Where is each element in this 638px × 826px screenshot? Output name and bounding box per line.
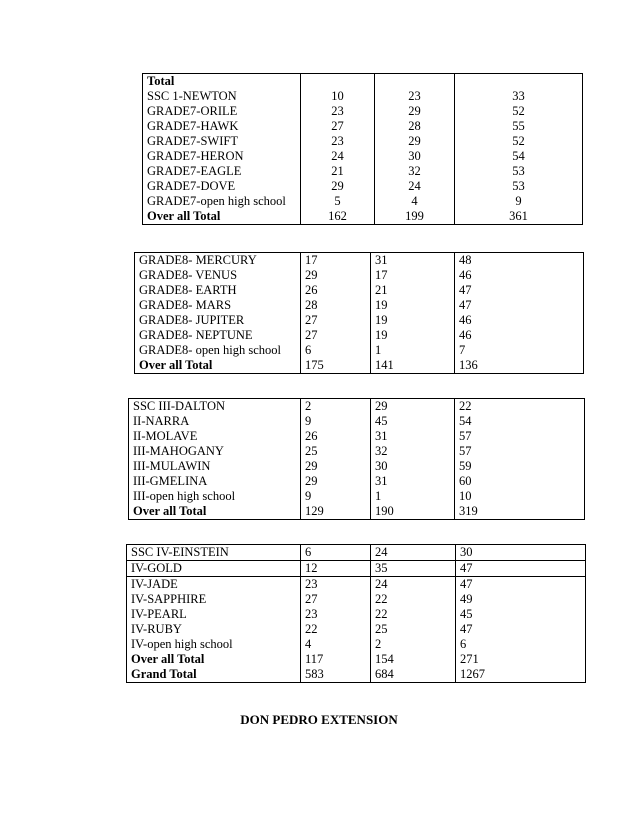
count-cell: 32 xyxy=(371,444,455,459)
count-cell: 49 xyxy=(456,592,586,607)
total-row xyxy=(135,358,584,374)
count-cell: 21 xyxy=(301,164,375,179)
table-row xyxy=(129,474,585,489)
section-name-cell: SSC 1-NEWTON xyxy=(143,89,301,104)
count-cell: 1 xyxy=(371,489,455,504)
section-name-cell: III-MAHOGANY xyxy=(129,444,301,459)
count-cell: 162 xyxy=(301,209,375,225)
count-cell: 47 xyxy=(455,298,584,313)
count-cell: 19 xyxy=(371,298,455,313)
section-name-cell: IV-JADE xyxy=(127,577,301,593)
count-cell: 33 xyxy=(455,89,583,104)
count-cell: 53 xyxy=(455,179,583,194)
count-cell: 6 xyxy=(456,637,586,652)
section-name-cell: GRADE8- VENUS xyxy=(135,268,301,283)
count-cell: 154 xyxy=(371,652,456,667)
count-cell: 190 xyxy=(371,504,455,520)
section-name-cell: Over all Total xyxy=(127,652,301,667)
table-row xyxy=(135,253,584,269)
table-row xyxy=(129,429,585,444)
count-cell: 199 xyxy=(375,209,455,225)
count-cell: 29 xyxy=(301,268,371,283)
count-cell: 29 xyxy=(375,134,455,149)
count-cell: 1 xyxy=(371,343,455,358)
count-cell: 46 xyxy=(455,313,584,328)
school-name-heading: DON PEDRO EXTENSION xyxy=(240,712,398,727)
table-row xyxy=(143,89,583,104)
count-cell: 19 xyxy=(371,313,455,328)
count-cell: 271 xyxy=(456,652,586,667)
table-row xyxy=(129,399,585,415)
section-name-cell: GRADE7-SWIFT xyxy=(143,134,301,149)
section-name-cell: II-NARRA xyxy=(129,414,301,429)
count-cell: 25 xyxy=(301,444,371,459)
count-cell: 6 xyxy=(301,343,371,358)
table-row xyxy=(143,179,583,194)
table-row xyxy=(127,622,586,637)
count-cell: 117 xyxy=(301,652,371,667)
table-grade10 xyxy=(126,544,586,683)
table-row xyxy=(127,561,586,577)
count-cell: 23 xyxy=(301,577,371,593)
section-name-cell: Over all Total xyxy=(143,209,301,225)
count-cell: 19 xyxy=(371,328,455,343)
count-cell: 10 xyxy=(301,89,375,104)
count-cell: 25 xyxy=(371,622,456,637)
section-name-cell: SSC IV-EINSTEIN xyxy=(127,545,301,561)
count-cell: 22 xyxy=(371,607,456,622)
count-cell: 129 xyxy=(301,504,371,520)
count-cell: 30 xyxy=(375,149,455,164)
section-name-cell: GRADE7-HAWK xyxy=(143,119,301,134)
count-cell: 45 xyxy=(371,414,455,429)
count-cell: 141 xyxy=(371,358,455,374)
count-cell: 17 xyxy=(371,268,455,283)
count-cell: 28 xyxy=(375,119,455,134)
table-row xyxy=(127,607,586,622)
count-cell: 27 xyxy=(301,592,371,607)
section-name-cell: GRADE8- MERCURY xyxy=(135,253,301,269)
count-cell: 24 xyxy=(371,545,456,561)
table-row xyxy=(135,283,584,298)
section-name-cell: GRADE8- open high school xyxy=(135,343,301,358)
count-cell: 9 xyxy=(301,489,371,504)
count-cell: 23 xyxy=(375,89,455,104)
count-cell: 12 xyxy=(301,561,371,577)
section-name-cell: GRADE7-EAGLE xyxy=(143,164,301,179)
count-cell: 2 xyxy=(371,637,456,652)
count-cell: 22 xyxy=(371,592,456,607)
section-name-cell: GRADE7-DOVE xyxy=(143,179,301,194)
count-cell: 29 xyxy=(375,104,455,119)
table-grade9 xyxy=(128,398,585,520)
count-cell: 5 xyxy=(301,194,375,209)
count-cell: 29 xyxy=(301,474,371,489)
count-cell: 46 xyxy=(455,328,584,343)
count-cell: 4 xyxy=(301,637,371,652)
section-name-cell: III-GMELINA xyxy=(129,474,301,489)
table-row xyxy=(129,459,585,474)
table-row xyxy=(135,343,584,358)
count-cell: 9 xyxy=(455,194,583,209)
section-name-cell: IV-GOLD xyxy=(127,561,301,577)
table-row xyxy=(143,134,583,149)
section-name-cell: GRADE8- NEPTUNE xyxy=(135,328,301,343)
table-header-row xyxy=(143,74,583,90)
count-cell: 52 xyxy=(455,104,583,119)
count-cell: 52 xyxy=(455,134,583,149)
table-row xyxy=(129,414,585,429)
count-cell: 47 xyxy=(456,561,586,577)
section-name-cell: GRADE7-open high school xyxy=(143,194,301,209)
count-cell: 28 xyxy=(301,298,371,313)
table-row xyxy=(127,545,586,561)
count-cell: 30 xyxy=(371,459,455,474)
count-cell: 60 xyxy=(455,474,585,489)
section-name-cell: IV-SAPPHIRE xyxy=(127,592,301,607)
table-row xyxy=(143,164,583,179)
count-cell: 21 xyxy=(371,283,455,298)
table-row xyxy=(135,313,584,328)
total-row xyxy=(143,209,583,225)
count-cell: 26 xyxy=(301,283,371,298)
count-cell: 27 xyxy=(301,313,371,328)
count-cell: 319 xyxy=(455,504,585,520)
count-cell: 23 xyxy=(301,134,375,149)
count-cell: 22 xyxy=(301,622,371,637)
table-grade7 xyxy=(142,73,583,225)
total-row xyxy=(129,504,585,520)
section-name-cell: II-MOLAVE xyxy=(129,429,301,444)
count-cell: 23 xyxy=(301,104,375,119)
table-row xyxy=(143,194,583,209)
grand-total-row xyxy=(127,667,586,683)
section-name-cell: IV-RUBY xyxy=(127,622,301,637)
table-grade8 xyxy=(134,252,584,374)
header-cell: Total xyxy=(143,74,301,90)
section-name-cell: GRADE8- MARS xyxy=(135,298,301,313)
section-name-cell: III-open high school xyxy=(129,489,301,504)
count-cell: 1267 xyxy=(456,667,586,683)
count-cell: 583 xyxy=(301,667,371,683)
section-name-cell: IV-open high school xyxy=(127,637,301,652)
count-cell: 48 xyxy=(455,253,584,269)
count-cell: 31 xyxy=(371,474,455,489)
count-cell: 4 xyxy=(375,194,455,209)
section-name-cell: Over all Total xyxy=(129,504,301,520)
count-cell: 54 xyxy=(455,414,585,429)
count-cell: 22 xyxy=(455,399,585,415)
count-cell: 6 xyxy=(301,545,371,561)
table-row xyxy=(135,268,584,283)
table-row xyxy=(143,104,583,119)
empty-header-cell xyxy=(375,74,455,90)
section-name-cell: III-MULAWIN xyxy=(129,459,301,474)
count-cell: 35 xyxy=(371,561,456,577)
empty-header-cell xyxy=(455,74,583,90)
section-name-cell: GRADE7-HERON xyxy=(143,149,301,164)
count-cell: 30 xyxy=(456,545,586,561)
count-cell: 24 xyxy=(375,179,455,194)
section-name-cell: GRADE8- EARTH xyxy=(135,283,301,298)
section-name-cell: SSC III-DALTON xyxy=(129,399,301,415)
count-cell: 26 xyxy=(301,429,371,444)
table-row xyxy=(127,592,586,607)
count-cell: 29 xyxy=(371,399,455,415)
section-name-cell: GRADE7-ORILE xyxy=(143,104,301,119)
table-row xyxy=(129,489,585,504)
count-cell: 47 xyxy=(456,577,586,593)
section-name-cell: GRADE8- JUPITER xyxy=(135,313,301,328)
table-row xyxy=(127,637,586,652)
count-cell: 47 xyxy=(456,622,586,637)
count-cell: 2 xyxy=(301,399,371,415)
table-row xyxy=(127,577,586,593)
count-cell: 29 xyxy=(301,179,375,194)
count-cell: 175 xyxy=(301,358,371,374)
count-cell: 27 xyxy=(301,119,375,134)
count-cell: 31 xyxy=(371,253,455,269)
count-cell: 32 xyxy=(375,164,455,179)
count-cell: 46 xyxy=(455,268,584,283)
count-cell: 47 xyxy=(455,283,584,298)
count-cell: 57 xyxy=(455,444,585,459)
count-cell: 136 xyxy=(455,358,584,374)
count-cell: 10 xyxy=(455,489,585,504)
count-cell: 45 xyxy=(456,607,586,622)
table-row xyxy=(143,149,583,164)
count-cell: 23 xyxy=(301,607,371,622)
count-cell: 17 xyxy=(301,253,371,269)
empty-header-cell xyxy=(301,74,375,90)
section-name-cell: IV-PEARL xyxy=(127,607,301,622)
count-cell: 54 xyxy=(455,149,583,164)
count-cell: 31 xyxy=(371,429,455,444)
count-cell: 361 xyxy=(455,209,583,225)
count-cell: 7 xyxy=(455,343,584,358)
table-row xyxy=(143,119,583,134)
table-row xyxy=(135,328,584,343)
count-cell: 24 xyxy=(371,577,456,593)
count-cell: 53 xyxy=(455,164,583,179)
table-row xyxy=(129,444,585,459)
count-cell: 684 xyxy=(371,667,456,683)
count-cell: 59 xyxy=(455,459,585,474)
count-cell: 57 xyxy=(455,429,585,444)
total-row xyxy=(127,652,586,667)
section-name-cell: Over all Total xyxy=(135,358,301,374)
table-row xyxy=(135,298,584,313)
count-cell: 29 xyxy=(301,459,371,474)
count-cell: 27 xyxy=(301,328,371,343)
count-cell: 24 xyxy=(301,149,375,164)
count-cell: 55 xyxy=(455,119,583,134)
count-cell: 9 xyxy=(301,414,371,429)
section-name-cell: Grand Total xyxy=(127,667,301,683)
